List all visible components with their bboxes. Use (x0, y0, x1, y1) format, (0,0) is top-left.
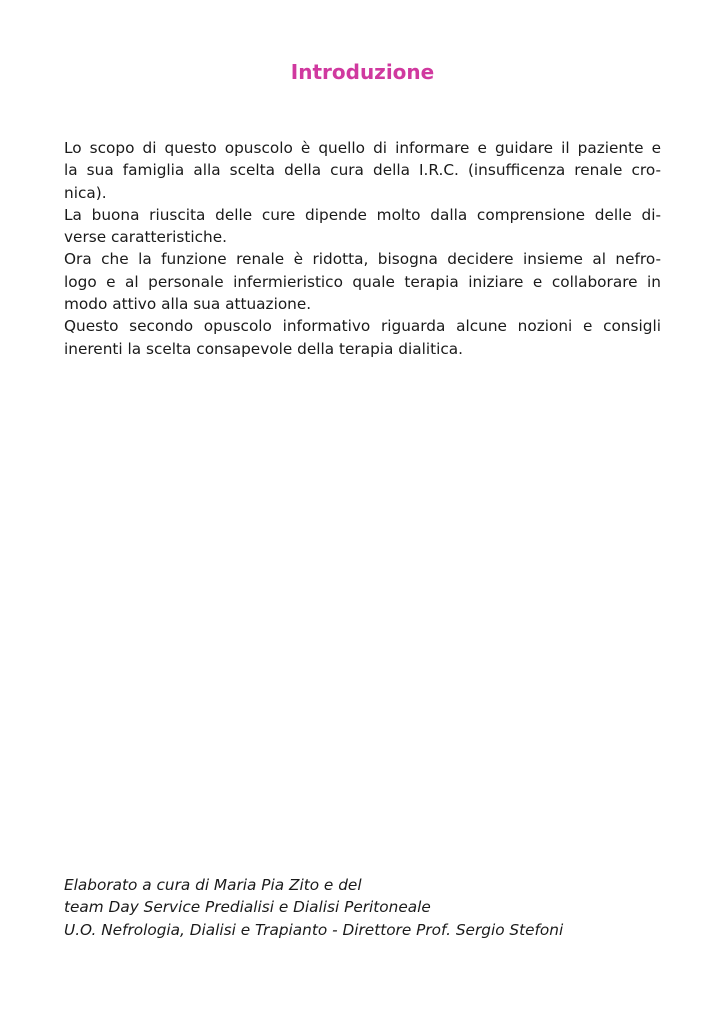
credits-line: team Day Service Predialisi e Dialisi Peritoneale (64, 898, 431, 917)
body-line: Ora che la funzione renale è ridotta, bisogna decidere insieme al nefro- (64, 250, 661, 269)
body-line: La buona riuscita delle cure dipende molto dalla comprensione delle di- (64, 205, 661, 224)
body-line: logo e al personale infermieristico quale terapia iniziare e collaborare in (64, 272, 661, 291)
intro-paragraph (64, 137, 661, 360)
credits-line: U.O. Nefrologia, Dialisi e Trapianto - Direttore Prof. Sergio Stefoni (64, 920, 564, 939)
page-title: Introduzione (290, 60, 435, 84)
body-line: verse caratteristiche. (64, 228, 227, 247)
body-line: inerenti la scelta consapevole della terapia dialitica. (64, 339, 464, 358)
body-line: modo attivo alla sua attuazione. (64, 295, 312, 314)
body-line: Lo scopo di questo opuscolo è quello di informare e guidare il paziente e (64, 139, 661, 157)
credits-block (64, 874, 664, 941)
body-line: la sua famiglia alla scelta della cura della I.R.C. (insufficenza renale cro- (64, 161, 661, 180)
body-line: Questo secondo opuscolo informativo riguarda alcune nozioni e consigli (64, 317, 661, 336)
body-line: nica). (64, 183, 107, 202)
credits-line: Elaborato a cura di Maria Pia Zito e del (64, 876, 362, 894)
